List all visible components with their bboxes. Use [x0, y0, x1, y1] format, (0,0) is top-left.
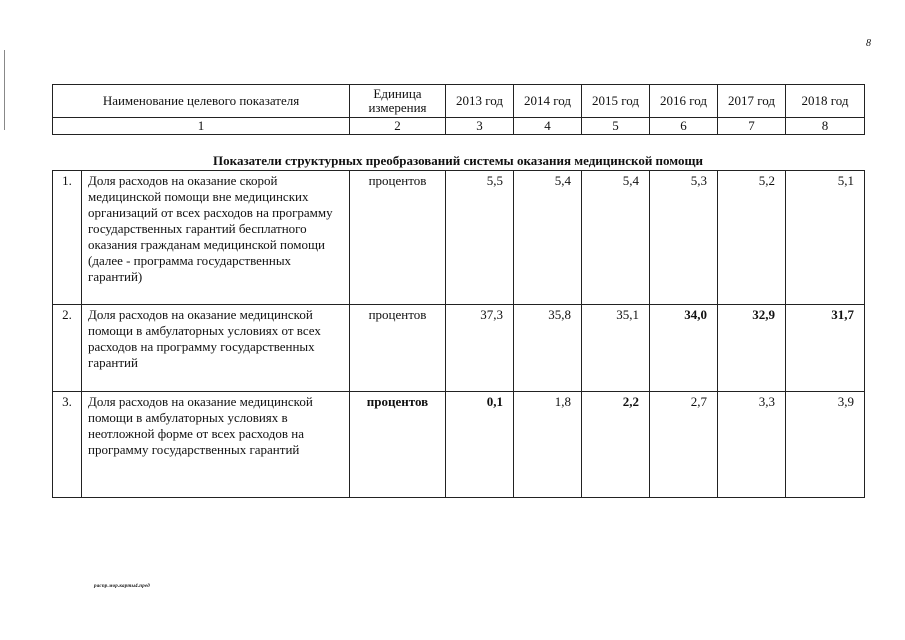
value-cell: 32,9: [718, 305, 786, 392]
column-number: 6: [650, 118, 718, 135]
value-cell: 5,3: [650, 171, 718, 305]
indicators-table: [52, 170, 865, 498]
indicator-name: Доля расходов на оказание медицинской помощи в амбулаторных условиях в неотложной форме от всех расходов на программу государственных гарантий: [82, 392, 350, 498]
value-cell: 2,2: [582, 392, 650, 498]
indicator-name: Доля расходов на оказание скорой медицинской помощи вне медицинских организаций от всех расходов на программу государственных гарантий бесплатного оказания гражданам медицинской помощи (далее - программа государственных гарантий): [82, 171, 350, 305]
table-row: [53, 305, 865, 392]
header-year: 2017 год: [718, 85, 786, 118]
section-title: Показатели структурных преобразований системы оказания медицинской помощи: [213, 153, 703, 168]
row-number: 1.: [53, 171, 82, 305]
value-cell: 35,1: [582, 305, 650, 392]
value-cell: 3,3: [718, 392, 786, 498]
row-number: 3.: [53, 392, 82, 498]
column-number: 2: [350, 118, 446, 135]
header-table: [52, 84, 865, 135]
footer-note: распр.мор.карты4.пред: [94, 584, 150, 589]
value-cell: 31,7: [786, 305, 865, 392]
header-year: 2018 год: [786, 85, 865, 118]
unit-cell: процентов: [350, 392, 446, 498]
header-year: 2014 год: [514, 85, 582, 118]
value-cell: 5,4: [582, 171, 650, 305]
value-cell: 35,8: [514, 305, 582, 392]
value-cell: 5,1: [786, 171, 865, 305]
header-year: 2016 год: [650, 85, 718, 118]
value-cell: 2,7: [650, 392, 718, 498]
value-cell: 5,2: [718, 171, 786, 305]
table-row: [53, 171, 865, 305]
column-number: 7: [718, 118, 786, 135]
value-cell: 3,9: [786, 392, 865, 498]
column-number: 5: [582, 118, 650, 135]
header-year: 2013 год: [446, 85, 514, 118]
indicator-name: Доля расходов на оказание медицинской помощи в амбулаторных условиях от всех расходов на программу государственных гарантий: [82, 305, 350, 392]
header-year: 2015 год: [582, 85, 650, 118]
scan-margin-line: [4, 50, 5, 130]
row-number: 2.: [53, 305, 82, 392]
value-cell: 34,0: [650, 305, 718, 392]
header-unit: Единица измерения: [350, 85, 446, 118]
value-cell: 0,1: [446, 392, 514, 498]
value-cell: 1,8: [514, 392, 582, 498]
column-number: 8: [786, 118, 865, 135]
unit-cell: процентов: [350, 171, 446, 305]
value-cell: 5,5: [446, 171, 514, 305]
table-row: [53, 392, 865, 498]
page-number: 8: [866, 38, 871, 49]
value-cell: 37,3: [446, 305, 514, 392]
column-number: 3: [446, 118, 514, 135]
column-number: 1: [53, 118, 350, 135]
header-indicator-name: Наименование целевого показателя: [53, 85, 350, 118]
value-cell: 5,4: [514, 171, 582, 305]
unit-cell: процентов: [350, 305, 446, 392]
column-number: 4: [514, 118, 582, 135]
